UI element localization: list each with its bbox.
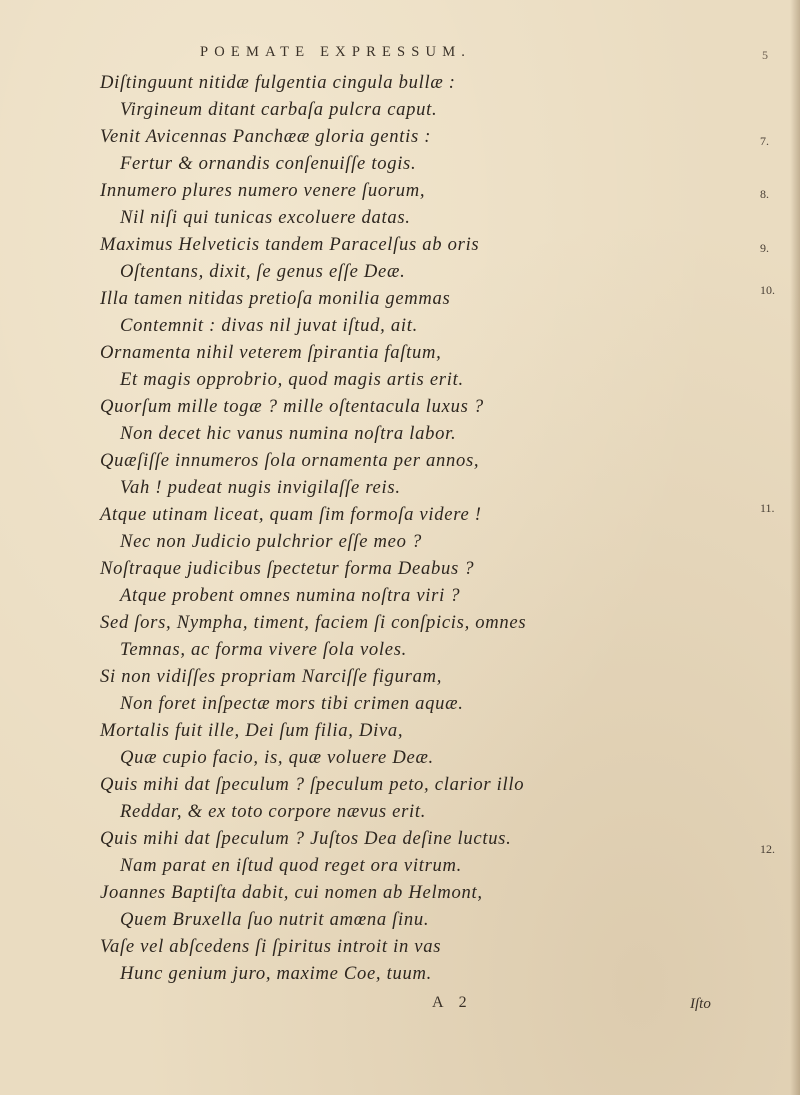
verse-line: Venit Avicennas Panchææ gloria gentis : bbox=[100, 126, 432, 147]
verse-line: Oſtentans, dixit, ſe genus eſſe Deæ. bbox=[120, 261, 406, 282]
verse-number: 11. bbox=[760, 501, 775, 515]
verse-line: Contemnit : divas nil juvat iſtud, ait. bbox=[120, 315, 418, 336]
signature-mark: A 2 bbox=[432, 994, 473, 1011]
verse-line: Quem Bruxella ſuo nutrit amœna ſinu. bbox=[120, 909, 430, 930]
running-header: POEMATE EXPRESSUM. bbox=[200, 44, 472, 60]
verse-line: Innumero plures numero venere ſuorum, bbox=[100, 180, 426, 201]
page-edge-shadow bbox=[790, 0, 800, 1095]
verse-line: Reddar, & ex toto corpore nævus erit. bbox=[120, 801, 427, 822]
verse-line: Virgineum ditant carbaſa pulcra caput. bbox=[120, 99, 438, 120]
verse-number: 10. bbox=[760, 283, 775, 297]
catchword: Iſto bbox=[690, 996, 711, 1012]
verse-line: Quis mihi dat ſpeculum ? ſpeculum peto, clarior illo bbox=[100, 774, 525, 795]
verse-line: Noſtraque judicibus ſpectetur forma Deabus ? bbox=[100, 558, 475, 579]
verse-line: Vaſe vel abſcedens ſi ſpiritus introit in vas bbox=[100, 936, 442, 957]
verse-line: Nec non Judicio pulchrior eſſe meo ? bbox=[120, 531, 422, 552]
verse-line: Illa tamen nitidas pretioſa monilia gemmas bbox=[100, 288, 451, 309]
verse-line: Et magis opprobrio, quod magis artis erit. bbox=[120, 369, 464, 390]
verse-line: Diſtinguunt nitidæ fulgentia cingula bullæ : bbox=[100, 72, 456, 93]
page-mark: 5 bbox=[762, 48, 768, 62]
verse-line: Atque probent omnes numina noſtra viri ? bbox=[120, 585, 461, 606]
verse-line: Vah ! pudeat nugis invigilaſſe reis. bbox=[120, 477, 401, 498]
verse-line: Sed ſors, Nympha, timent, faciem ſi conſpicis, omnes bbox=[100, 612, 527, 633]
verse-line: Quæſiſſe innumeros ſola ornamenta per annos, bbox=[100, 450, 480, 471]
verse-number: 9. bbox=[760, 241, 769, 255]
verse-line: Quis mihi dat ſpeculum ? Juſtos Dea deſine luctus. bbox=[100, 828, 512, 849]
verse-line: Maximus Helveticis tandem Paracelſus ab oris bbox=[100, 234, 480, 255]
verse-line: Temnas, ac forma vivere ſola voles. bbox=[120, 639, 408, 660]
verse-number: 8. bbox=[760, 187, 769, 201]
verse-line: Quorſum mille togæ ? mille oſtentacula luxus ? bbox=[100, 396, 484, 417]
verse-line: Joannes Baptiſta dabit, cui nomen ab Helmont, bbox=[100, 882, 483, 903]
verse-line: Quæ cupio facio, is, quæ voluere Deæ. bbox=[120, 747, 434, 768]
verse-line: Si non vidiſſes propriam Narciſſe figuram, bbox=[100, 666, 443, 687]
verse-line: Nil niſi qui tunicas excoluere datas. bbox=[120, 207, 411, 228]
verse-number: 7. bbox=[760, 134, 769, 148]
verse-line: Ornamenta nihil veterem ſpirantia faſtum, bbox=[100, 342, 442, 363]
verse-line: Mortalis fuit ille, Dei ſum filia, Diva, bbox=[100, 720, 404, 741]
verse-line: Nam parat en iſtud quod reget ora vitrum. bbox=[120, 855, 463, 876]
verse-line: Non foret inſpectæ mors tibi crimen aquæ. bbox=[120, 693, 464, 714]
verse-line: Atque utinam liceat, quam ſim formoſa videre ! bbox=[100, 504, 482, 525]
verse-number: 12. bbox=[760, 842, 775, 856]
verse-line: Fertur & ornandis conſenuiſſe togis. bbox=[120, 153, 417, 174]
verse-line: Hunc genium juro, maxime Coe, tuum. bbox=[120, 963, 432, 984]
verse-line: Non decet hic vanus numina noſtra labor. bbox=[120, 423, 457, 444]
